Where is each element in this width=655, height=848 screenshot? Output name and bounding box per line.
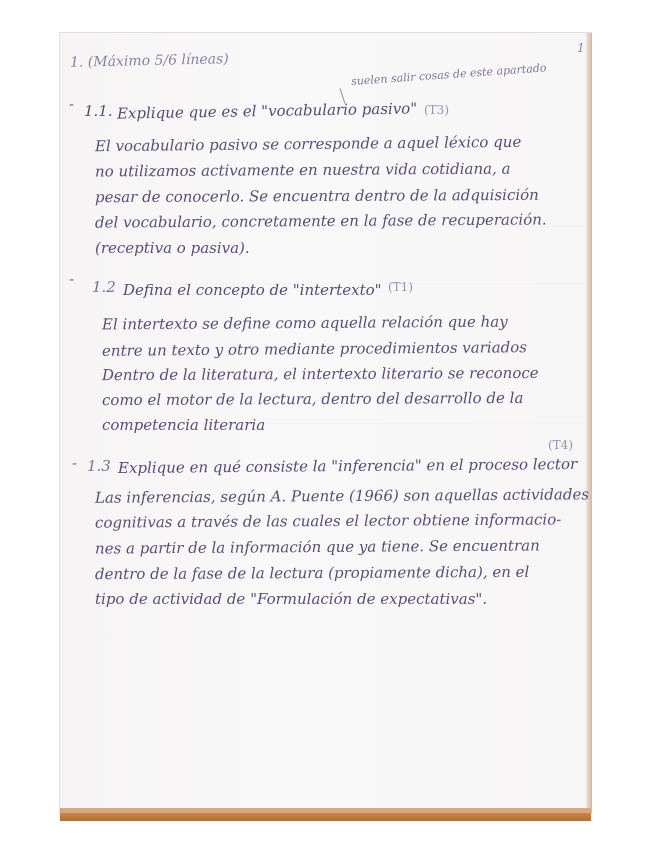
answer-line: tipo de actividad de "Formulación de expectativas". xyxy=(95,590,488,608)
answer-line: no utilizamos activamente en nuestra vida cotidiana, a xyxy=(94,159,511,181)
topic-tag: (T4) xyxy=(548,438,574,452)
answer-line: El intertexto se define como aquella relación que hay xyxy=(101,312,508,334)
answer-line: cognitivas a través de las cuales el lector obtiene informacio- xyxy=(94,510,562,532)
answer-line: El vocabulario pasivo se corresponde a aquel léxico que xyxy=(94,132,522,156)
topic-tag: (T3) xyxy=(424,103,450,117)
question-prompt: Explique en qué consiste la "inferencia" en el proceso lector xyxy=(117,454,578,478)
section-heading: 1. (Máximo 5/6 líneas) xyxy=(69,51,229,71)
answer-line: Las inferencias, según A. Puente (1966) son aquellas actividades xyxy=(94,485,590,507)
side-note: suelen salir cosas de este apartado xyxy=(350,61,547,88)
topic-tag: (T1) xyxy=(388,280,414,294)
answer-line: dentro de la fase de la lectura (propiamente dicha), en el xyxy=(94,562,530,584)
answer-line: competencia literaria xyxy=(102,416,266,434)
answer-line: Dentro de la literatura, el intertexto literario se reconoce xyxy=(101,363,539,385)
question-marker: - xyxy=(72,454,78,472)
answer-line: nes a partir de la información que ya tiene. Se encuentran xyxy=(94,536,540,558)
answer-line: del vocabulario, concretamente en la fase de recuperación. xyxy=(94,210,547,232)
desk-surface xyxy=(60,813,591,821)
question-marker: - xyxy=(69,270,75,288)
answer-line: entre un texto y otro mediante procedimientos variados xyxy=(101,338,528,360)
page-number: 1 xyxy=(577,41,585,55)
question-marker: - xyxy=(69,95,75,113)
answer-line: (receptiva o pasiva). xyxy=(95,239,250,257)
question-number: 1.1. xyxy=(84,102,113,120)
question-prompt: Explique que es el "vocabulario pasivo" xyxy=(116,99,418,123)
paper-edge-right xyxy=(586,33,592,813)
question-prompt: Defina el concepto de "intertexto" xyxy=(123,281,382,299)
answer-line: como el motor de la lectura, dentro del desarrollo de la xyxy=(101,388,524,410)
answer-line: pesar de conocerlo. Se encuentra dentro de la adquisición xyxy=(94,185,539,207)
question-number: 1.2 xyxy=(92,278,116,296)
question-number: 1.3 xyxy=(87,457,111,475)
